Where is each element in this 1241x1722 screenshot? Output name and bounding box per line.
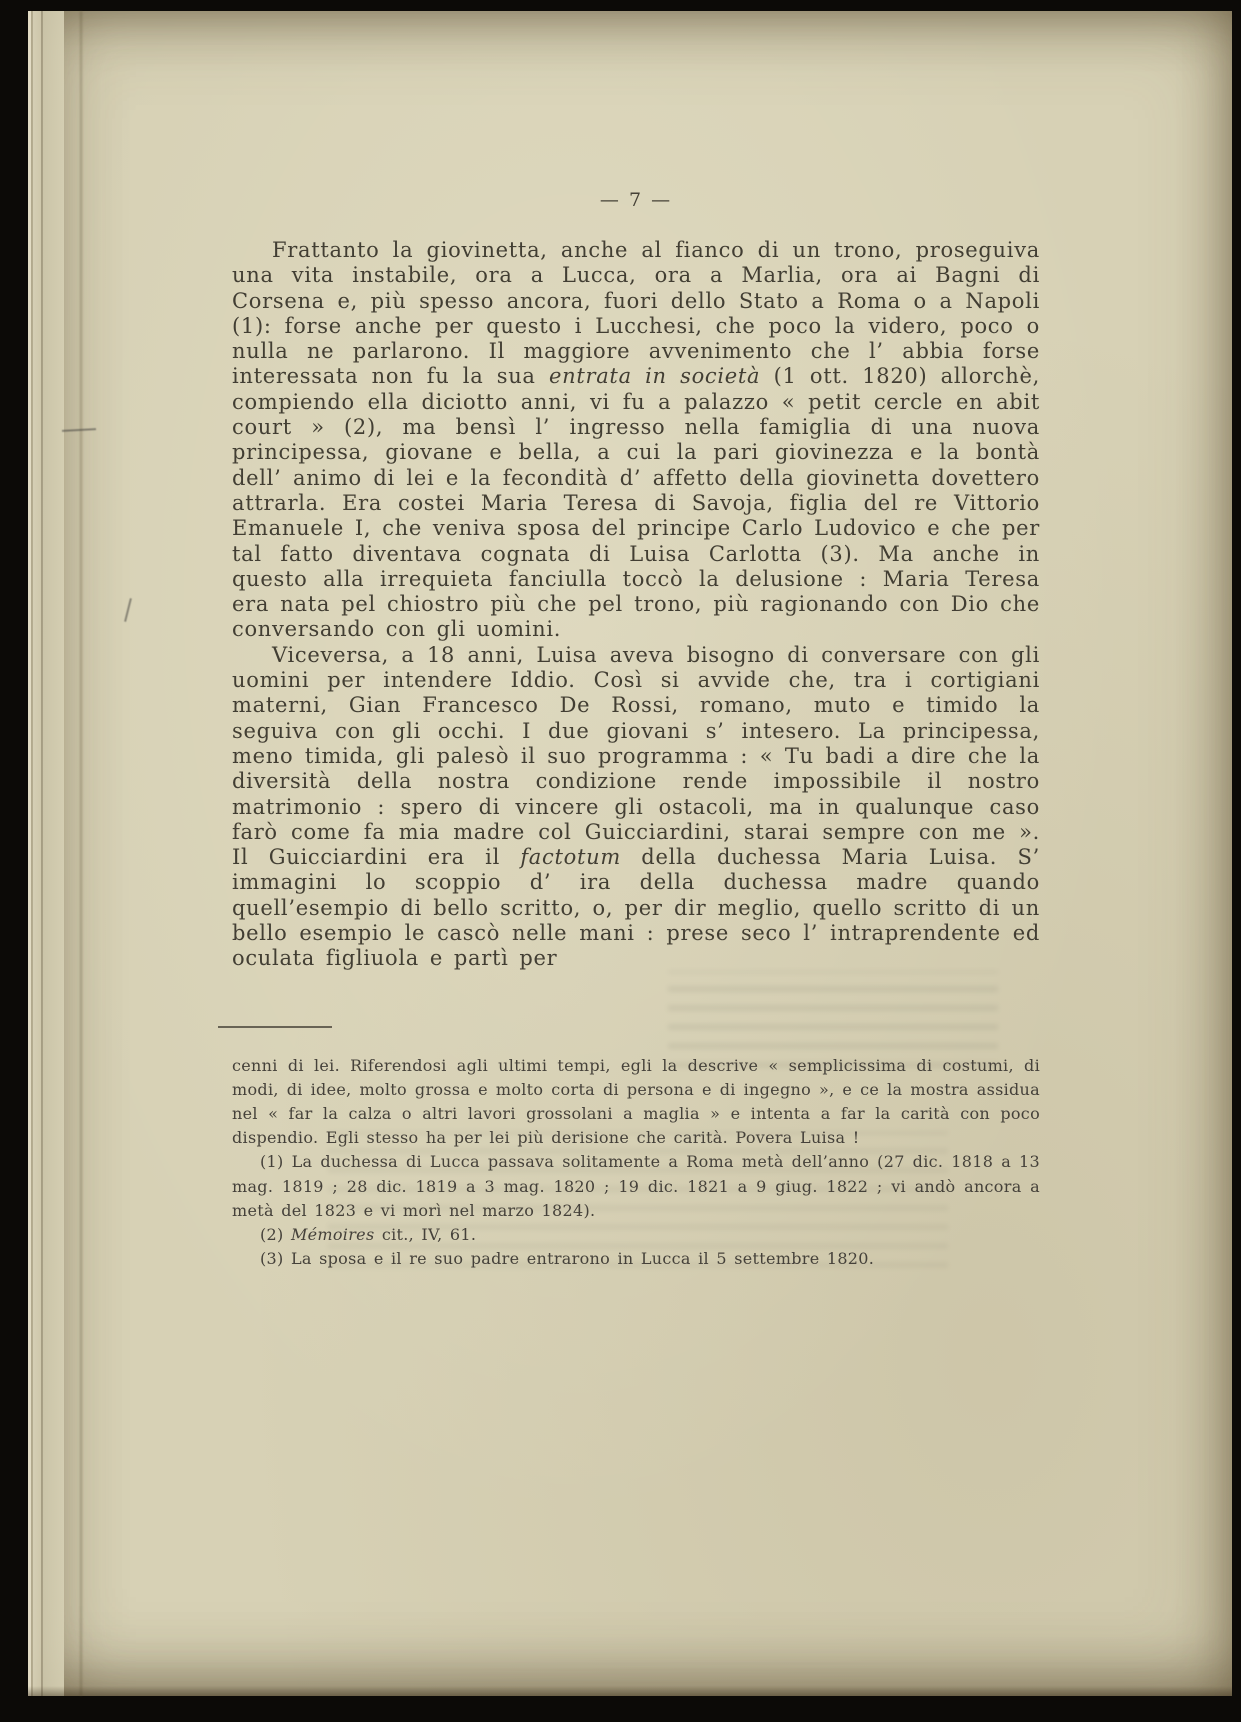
- text-run: Viceversa, a 18 anni, Luisa aveva bisogno di conversare con gli uomini per intendere Iddio. Così si avvide che, tra i cortigiani materni, Gian Francesco De Rossi, romano, muto e timido la seguiva con gli occhi. I due giovani s’ intesero. La principessa, meno timida, gli palesò il suo programma : « Tu badi a dire che la diversità della nostra condizione rende impossibile il nostro matrimonio : spero di vincere gli ostacoli, ma in qualunque caso farò come fa mia madre col Guicciardini, starai sempre con me ». Il Guicciardini era il: [232, 642, 1040, 870]
- text-run: (2): [260, 1225, 291, 1245]
- page-content: [232, 189, 1040, 1271]
- text-run: Frattanto la giovinetta, anche al fianco di un trono, proseguiva una vita instabile, ora a Lucca, ora a Marlia, ora ai Bagni di Corsena e, più spesso ancora, fuori dello Stato a Roma o a Napoli (1): forse anche per questo i Lucchesi, che poco la videro, poco o nulla ne parlarono. Il maggiore avvenimento che l’ abbia forse interessata non fu la sua: [232, 238, 1040, 389]
- body-paragraph-2: [232, 643, 1040, 972]
- text-run: (3) La sposa e il re suo padre entrarono in Lucca il 5 settembre 1820.: [260, 1249, 875, 1269]
- footnotes-block: [232, 1054, 1040, 1272]
- text-run: cit., IV, 61.: [374, 1225, 477, 1245]
- paper-sheet: [28, 11, 1232, 1696]
- italic-text-run: Mémoires: [290, 1225, 375, 1245]
- text-run: (1 ott. 1820) allorchè, compiendo ella diciotto anni, vi fu a palazzo « petit cercle en abit court » (2), ma bensì l’ ingresso nella famiglia di una nuova principessa, giovane e bella, a cui la pari giovinezza e la bontà dell’ animo di lei e la fecondità d’ affetto della giovinetta dovettero attrarla. Era costei Maria Teresa di Savoja, figlia del re Vittorio Emanuele I, che veniva sposa del principe Carlo Ludovico e che per tal fatto diventava cognata di Luisa Carlotta (3). Ma anche in questo alla irrequieta fanciulla toccò la delusione : Maria Teresa era nata pel chiostro più che pel trono, più ragionando con Dio che conversando con gli uomini.: [232, 364, 1040, 642]
- paper-bottom-edge: [28, 1686, 1232, 1696]
- text-run: cenni di lei. Riferendosi agli ultimi tempi, egli la descrive « semplicissima di costumi, di modi, di idee, molto grossa e molto corta di persona e di ingegno », e ce la mostra assidua nel « far la calza o altri lavori grossolani a maglia » e intenta a far la carità con poco dispendio. Egli stesso ha per lei più derisione che carità. Povera Luisa !: [232, 1055, 1040, 1148]
- gutter-edge-line: [80, 11, 82, 1696]
- footnote-2: [232, 1223, 1040, 1247]
- margin-dash-mark: [62, 428, 96, 432]
- page-edge-stack: [28, 11, 64, 1696]
- italic-text-run: factotum: [520, 845, 621, 870]
- page-number: — 7 —: [599, 189, 673, 211]
- body-paragraph-1: [232, 238, 1040, 643]
- footnote-3: [232, 1247, 1040, 1271]
- footnote-separator: [218, 1026, 332, 1028]
- margin-slash-mark: [124, 598, 132, 622]
- text-run: della duchessa Maria Luisa. S’ immagini lo scoppio d’ ira della duchessa madre quando quell’esempio di bello scritto, o, per dir meglio, quello scritto di un bello esempio le cascò nelle mani : prese seco l’ intraprendente ed oculata figliuola e partì per: [232, 845, 1040, 971]
- italic-text-run: entrata in società: [548, 364, 761, 389]
- footnote-continuation: [232, 1054, 1040, 1151]
- footnote-1: [232, 1150, 1040, 1223]
- text-run: (1) La duchessa di Lucca passava solitamente a Roma metà dell’anno (27 dic. 1818 a 13 mag. 1819 ; 28 dic. 1819 a 3 mag. 1820 ; 19 dic. 1821 a 9 giug. 1822 ; vi andò ancora a metà del 1823 e vi morì nel marzo 1824).: [232, 1152, 1040, 1220]
